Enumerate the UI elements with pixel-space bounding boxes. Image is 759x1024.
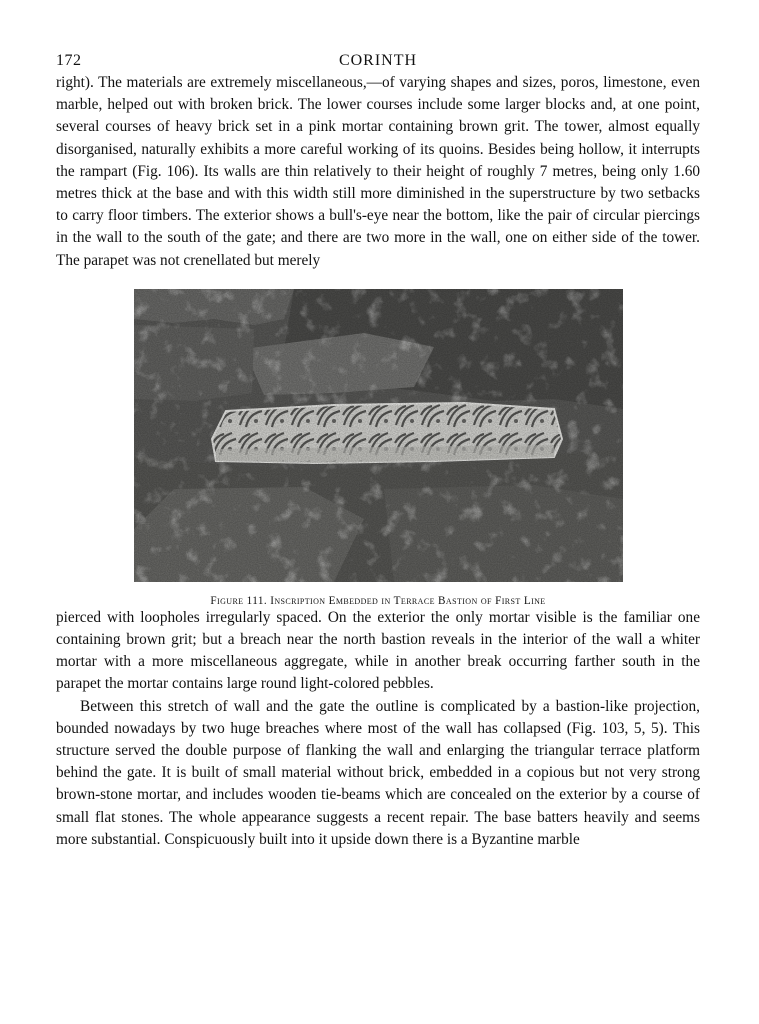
paragraph-3: Between this stretch of wall and the gate the outline is complicated by a bastion-like projection, bounded nowadays by two huge breaches where most of the wall has collapsed (Fig. 103, 5, 5). This structure served the double purpose of flanking the wall and enlarging the triangular terrace platform behind the gate. It is built of small material without brick, embedded in a copious but not very strong brown-stone mortar, and includes wooden tie-beams which are concealed on the exterior by a course of small flat stones. The whole appearance suggests a recent repair. The base batters heavily and seems more substantial. Conspicuously built into it upside down there is a Byzantine marble bbox=[56, 697, 700, 848]
paragraph-2: pierced with loopholes irregularly spaced. On the exterior the only mortar visible is the familiar one containing brown grit; but a breach near the north bastion reveals in the interior of the wall a whiter mortar with a more miscellaneous aggregate, while in another break occurring farther south in the parapet the mortar contains large round light-colored pebbles. bbox=[56, 608, 700, 693]
paragraph-1: right). The materials are extremely miscellaneous,—of varying shapes and sizes, poros, limestone, even marble, helped out with broken brick. The lower courses include some larger blocks and, at one point, several courses of heavy brick set in a pink mortar containing brown grit. The tower, almost equally disorganised, naturally exhibits a more careful working of its quoins. Besides being hollow, it interrupts the rampart (Fig. 106). Its walls are thin relatively to their height of roughly 7 metres, being only 1.60 metres thick at the base and with this width still more diminished in the superstructure by two setbacks to carry floor timbers. The exterior shows a bull's-eye near the bottom, like the pair of circular piercings in the wall to the south of the gate; and there are two more in the wall, one on either side of the tower. The parapet was not crenellated but merely bbox=[56, 74, 700, 269]
inscription-photo bbox=[134, 289, 623, 582]
figure-111 bbox=[134, 289, 623, 607]
figure-caption: Figure 111. Inscription Embedded in Terrace Bastion of First Line bbox=[210, 594, 546, 607]
running-title: CORINTH bbox=[338, 52, 418, 69]
page-number: 172 bbox=[56, 52, 82, 69]
page bbox=[56, 46, 700, 851]
running-head bbox=[56, 46, 700, 72]
